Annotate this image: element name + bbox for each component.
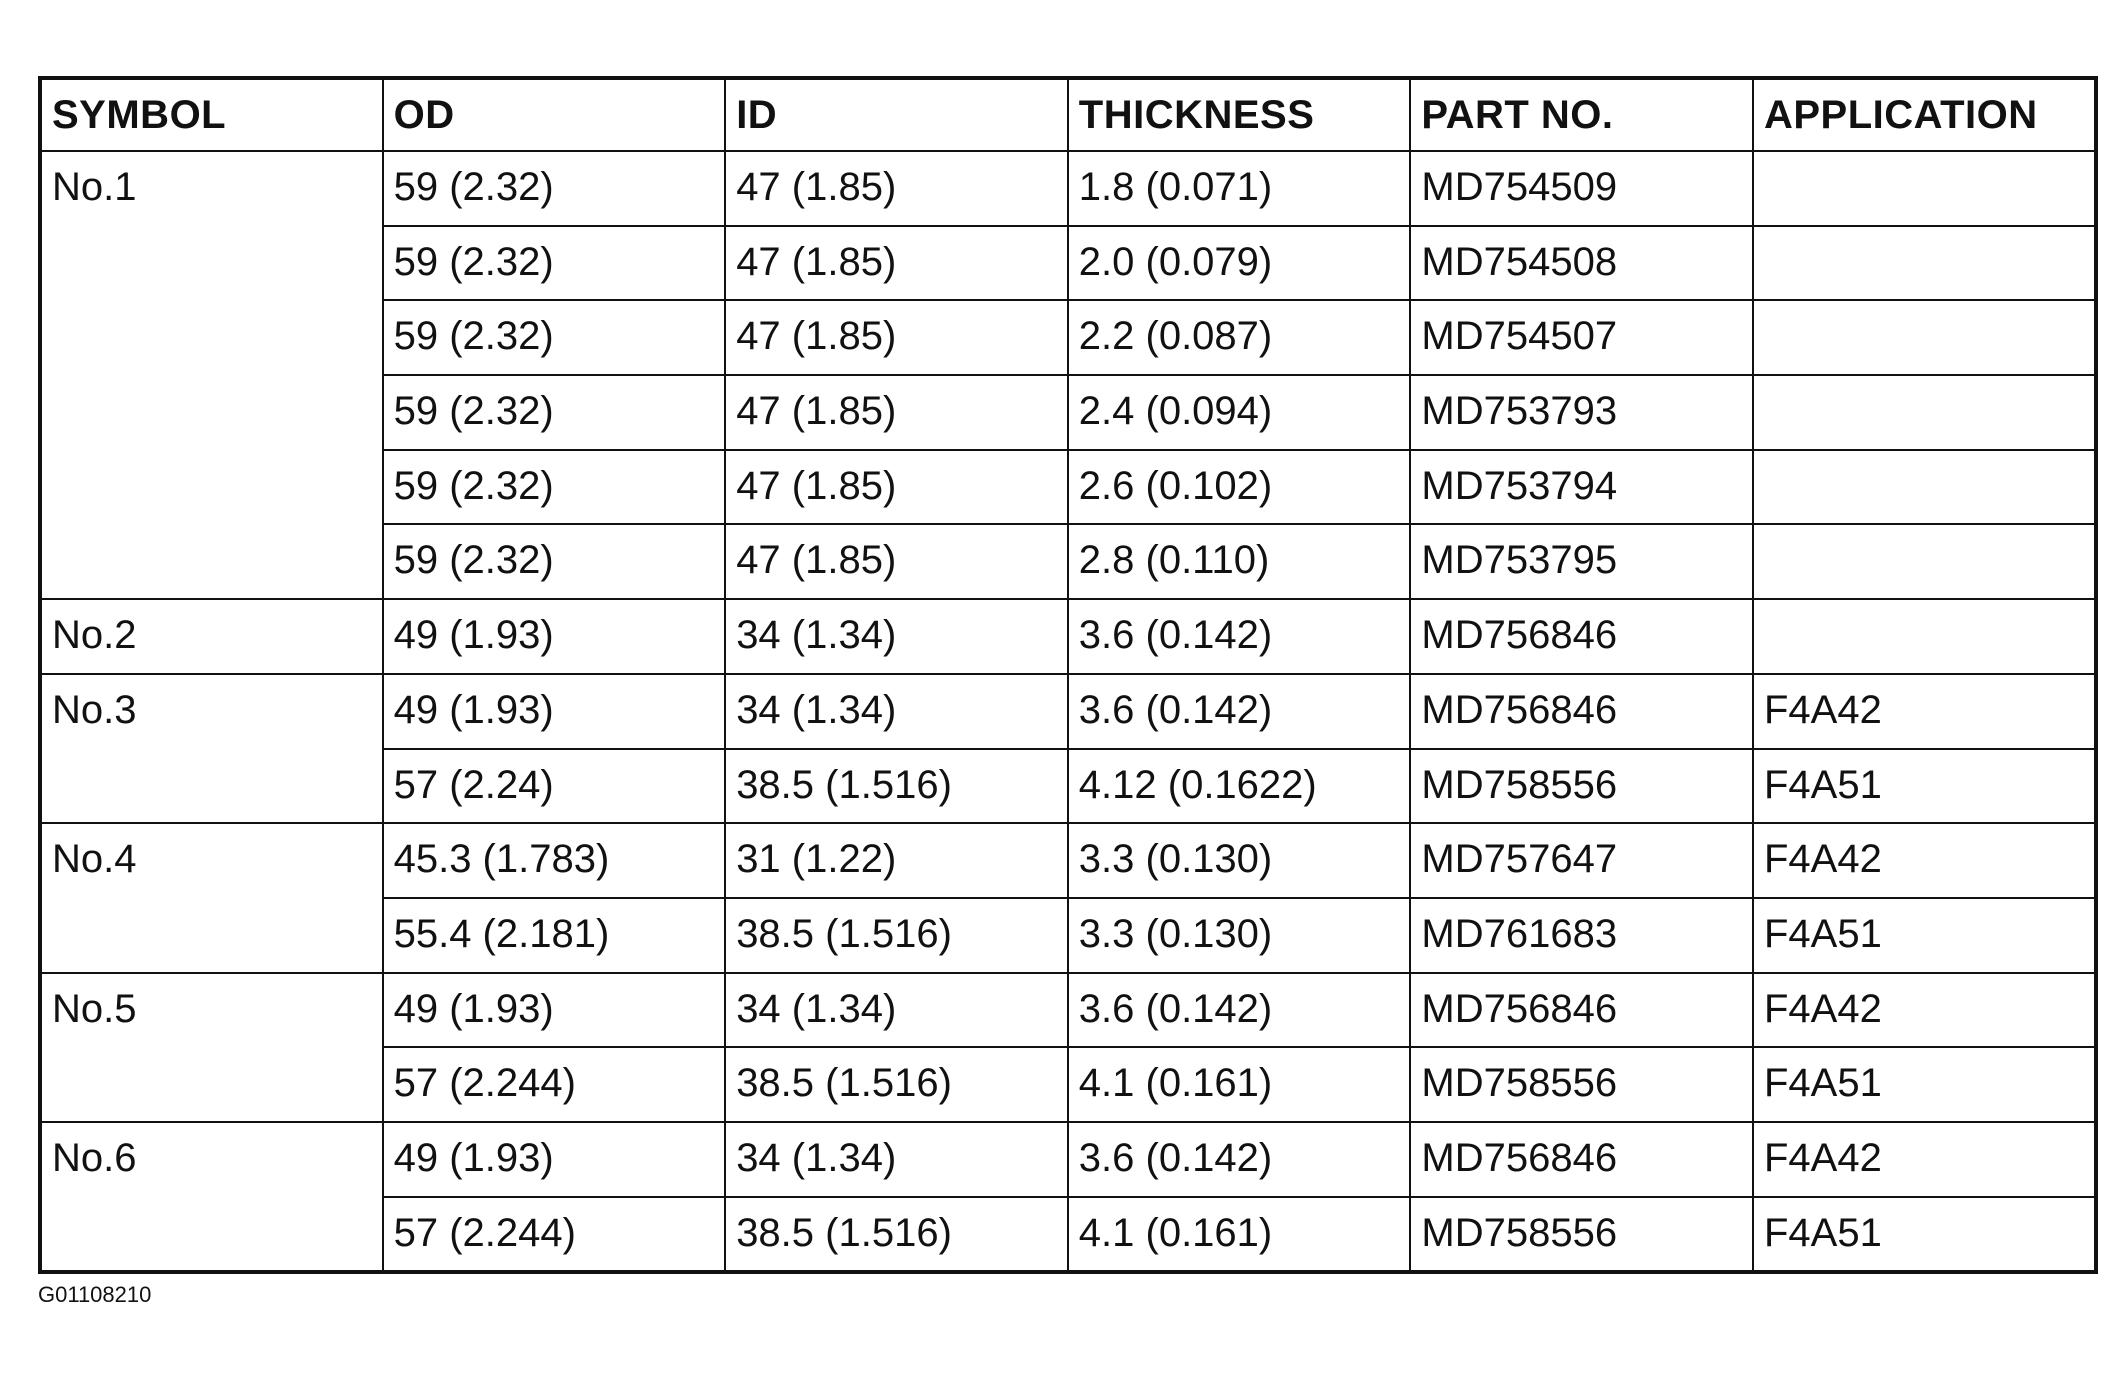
thickness-cell: 3.6 (0.142) <box>1068 973 1411 1048</box>
table-body <box>40 151 2096 1272</box>
symbol-cell: No.1 <box>40 151 383 599</box>
part-no-cell: MD761683 <box>1410 898 1753 973</box>
application-cell <box>1753 300 2096 375</box>
id-cell: 38.5 (1.516) <box>725 1197 1068 1273</box>
thickness-cell: 4.1 (0.161) <box>1068 1197 1411 1273</box>
thickness-cell: 3.6 (0.142) <box>1068 1122 1411 1197</box>
symbol-cell: No.4 <box>40 823 383 972</box>
part-no-cell: MD756846 <box>1410 973 1753 1048</box>
od-cell: 45.3 (1.783) <box>383 823 726 898</box>
table-row <box>40 674 2096 749</box>
symbol-cell: No.6 <box>40 1122 383 1272</box>
application-cell: F4A42 <box>1753 1122 2096 1197</box>
application-cell: F4A51 <box>1753 1197 2096 1273</box>
symbol-cell: No.3 <box>40 674 383 823</box>
application-cell: F4A51 <box>1753 749 2096 824</box>
application-cell: F4A42 <box>1753 823 2096 898</box>
application-cell <box>1753 375 2096 450</box>
header-id: ID <box>725 78 1068 151</box>
id-cell: 47 (1.85) <box>725 151 1068 226</box>
od-cell: 49 (1.93) <box>383 599 726 674</box>
thickness-cell: 2.2 (0.087) <box>1068 300 1411 375</box>
id-cell: 34 (1.34) <box>725 599 1068 674</box>
application-cell <box>1753 151 2096 226</box>
table-row <box>40 599 2096 674</box>
id-cell: 47 (1.85) <box>725 524 1068 599</box>
thickness-cell: 3.6 (0.142) <box>1068 674 1411 749</box>
thickness-cell: 3.3 (0.130) <box>1068 823 1411 898</box>
thickness-cell: 2.4 (0.094) <box>1068 375 1411 450</box>
id-cell: 38.5 (1.516) <box>725 898 1068 973</box>
table-row <box>40 151 2096 226</box>
part-no-cell: MD758556 <box>1410 749 1753 824</box>
header-od: OD <box>383 78 726 151</box>
od-cell: 59 (2.32) <box>383 524 726 599</box>
od-cell: 49 (1.93) <box>383 973 726 1048</box>
application-cell <box>1753 450 2096 525</box>
part-no-cell: MD754507 <box>1410 300 1753 375</box>
od-cell: 57 (2.244) <box>383 1047 726 1122</box>
header-symbol: SYMBOL <box>40 78 383 151</box>
od-cell: 57 (2.24) <box>383 749 726 824</box>
application-cell: F4A42 <box>1753 973 2096 1048</box>
part-no-cell: MD756846 <box>1410 1122 1753 1197</box>
thickness-cell: 2.0 (0.079) <box>1068 226 1411 301</box>
table-row <box>40 1122 2096 1197</box>
part-no-cell: MD758556 <box>1410 1197 1753 1273</box>
od-cell: 59 (2.32) <box>383 450 726 525</box>
part-no-cell: MD757647 <box>1410 823 1753 898</box>
id-cell: 38.5 (1.516) <box>725 749 1068 824</box>
table-row <box>40 973 2096 1048</box>
thickness-cell: 4.1 (0.161) <box>1068 1047 1411 1122</box>
thickness-cell: 3.6 (0.142) <box>1068 599 1411 674</box>
part-no-cell: MD753795 <box>1410 524 1753 599</box>
table-row <box>40 823 2096 898</box>
header-part-no: PART NO. <box>1410 78 1753 151</box>
application-cell <box>1753 226 2096 301</box>
part-no-cell: MD754508 <box>1410 226 1753 301</box>
od-cell: 49 (1.93) <box>383 1122 726 1197</box>
part-no-cell: MD756846 <box>1410 599 1753 674</box>
symbol-cell: No.5 <box>40 973 383 1122</box>
id-cell: 34 (1.34) <box>725 1122 1068 1197</box>
application-cell: F4A51 <box>1753 898 2096 973</box>
id-cell: 47 (1.85) <box>725 226 1068 301</box>
od-cell: 57 (2.244) <box>383 1197 726 1273</box>
thickness-cell: 4.12 (0.1622) <box>1068 749 1411 824</box>
od-cell: 59 (2.32) <box>383 375 726 450</box>
id-cell: 34 (1.34) <box>725 674 1068 749</box>
od-cell: 55.4 (2.181) <box>383 898 726 973</box>
application-cell: F4A51 <box>1753 1047 2096 1122</box>
header-application: APPLICATION <box>1753 78 2096 151</box>
thickness-cell: 3.3 (0.130) <box>1068 898 1411 973</box>
od-cell: 59 (2.32) <box>383 300 726 375</box>
id-cell: 38.5 (1.516) <box>725 1047 1068 1122</box>
header-thickness: THICKNESS <box>1068 78 1411 151</box>
id-cell: 47 (1.85) <box>725 450 1068 525</box>
part-no-cell: MD754509 <box>1410 151 1753 226</box>
od-cell: 59 (2.32) <box>383 226 726 301</box>
part-no-cell: MD753793 <box>1410 375 1753 450</box>
od-cell: 49 (1.93) <box>383 674 726 749</box>
thickness-cell: 2.6 (0.102) <box>1068 450 1411 525</box>
id-cell: 47 (1.85) <box>725 300 1068 375</box>
id-cell: 47 (1.85) <box>725 375 1068 450</box>
part-no-cell: MD753794 <box>1410 450 1753 525</box>
part-no-cell: MD756846 <box>1410 674 1753 749</box>
id-cell: 34 (1.34) <box>725 973 1068 1048</box>
od-cell: 59 (2.32) <box>383 151 726 226</box>
thickness-cell: 1.8 (0.071) <box>1068 151 1411 226</box>
thickness-cell: 2.8 (0.110) <box>1068 524 1411 599</box>
symbol-cell: No.2 <box>40 599 383 674</box>
header-row <box>40 78 2096 151</box>
figure-id: G01108210 <box>38 1282 152 1307</box>
part-no-cell: MD758556 <box>1410 1047 1753 1122</box>
id-cell: 31 (1.22) <box>725 823 1068 898</box>
application-cell <box>1753 599 2096 674</box>
spec-table <box>38 76 2098 1274</box>
table-header <box>40 78 2096 151</box>
application-cell: F4A42 <box>1753 674 2096 749</box>
application-cell <box>1753 524 2096 599</box>
